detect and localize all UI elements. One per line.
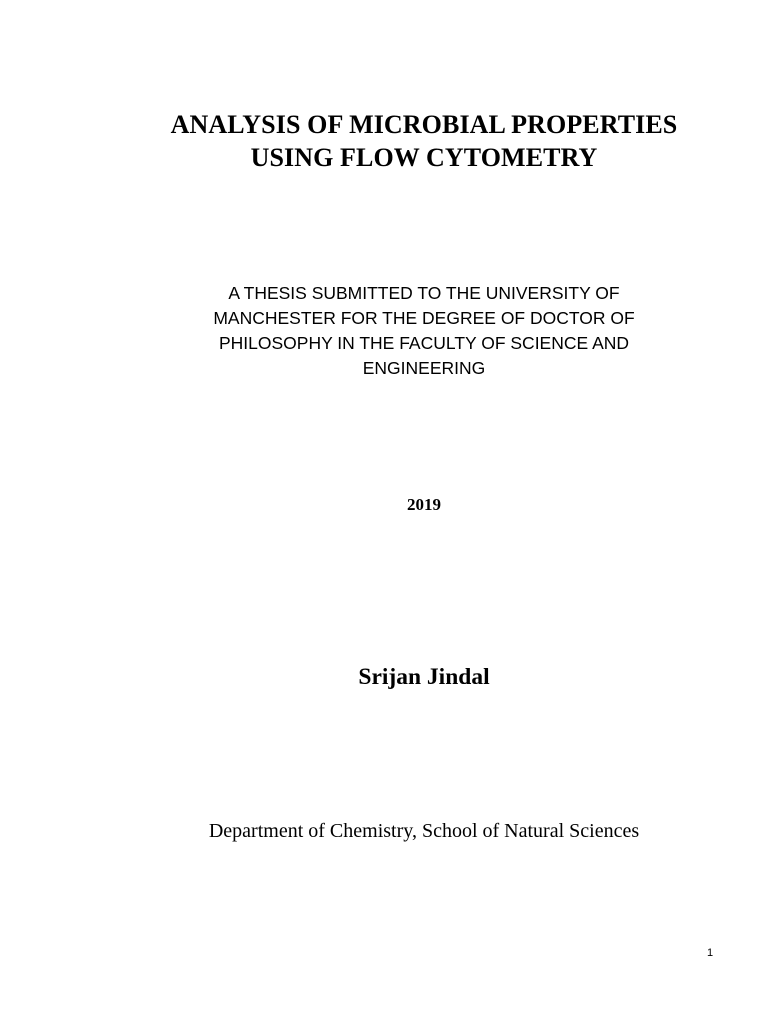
page-number: 1 [706,947,714,959]
thesis-statement-line-3: PHILOSOPHY IN THE FACULTY OF SCIENCE AND [218,333,630,353]
thesis-statement-line-1: A THESIS SUBMITTED TO THE UNIVERSITY OF [228,283,620,303]
department-line: Department of Chemistry, School of Natural Sciences [208,820,640,842]
thesis-statement-line-4: ENGINEERING [362,358,486,378]
submission-year: 2019 [407,495,441,514]
thesis-statement-line-2: MANCHESTER FOR THE DEGREE OF DOCTOR OF [213,308,635,328]
thesis-statement [0,281,768,381]
title-line-1: ANALYSIS OF MICROBIAL PROPERTIES [170,110,678,139]
thesis-title [0,108,768,174]
title-line-2: USING FLOW CYTOMETRY [250,143,598,172]
author-name: Srijan Jindal [358,664,490,690]
